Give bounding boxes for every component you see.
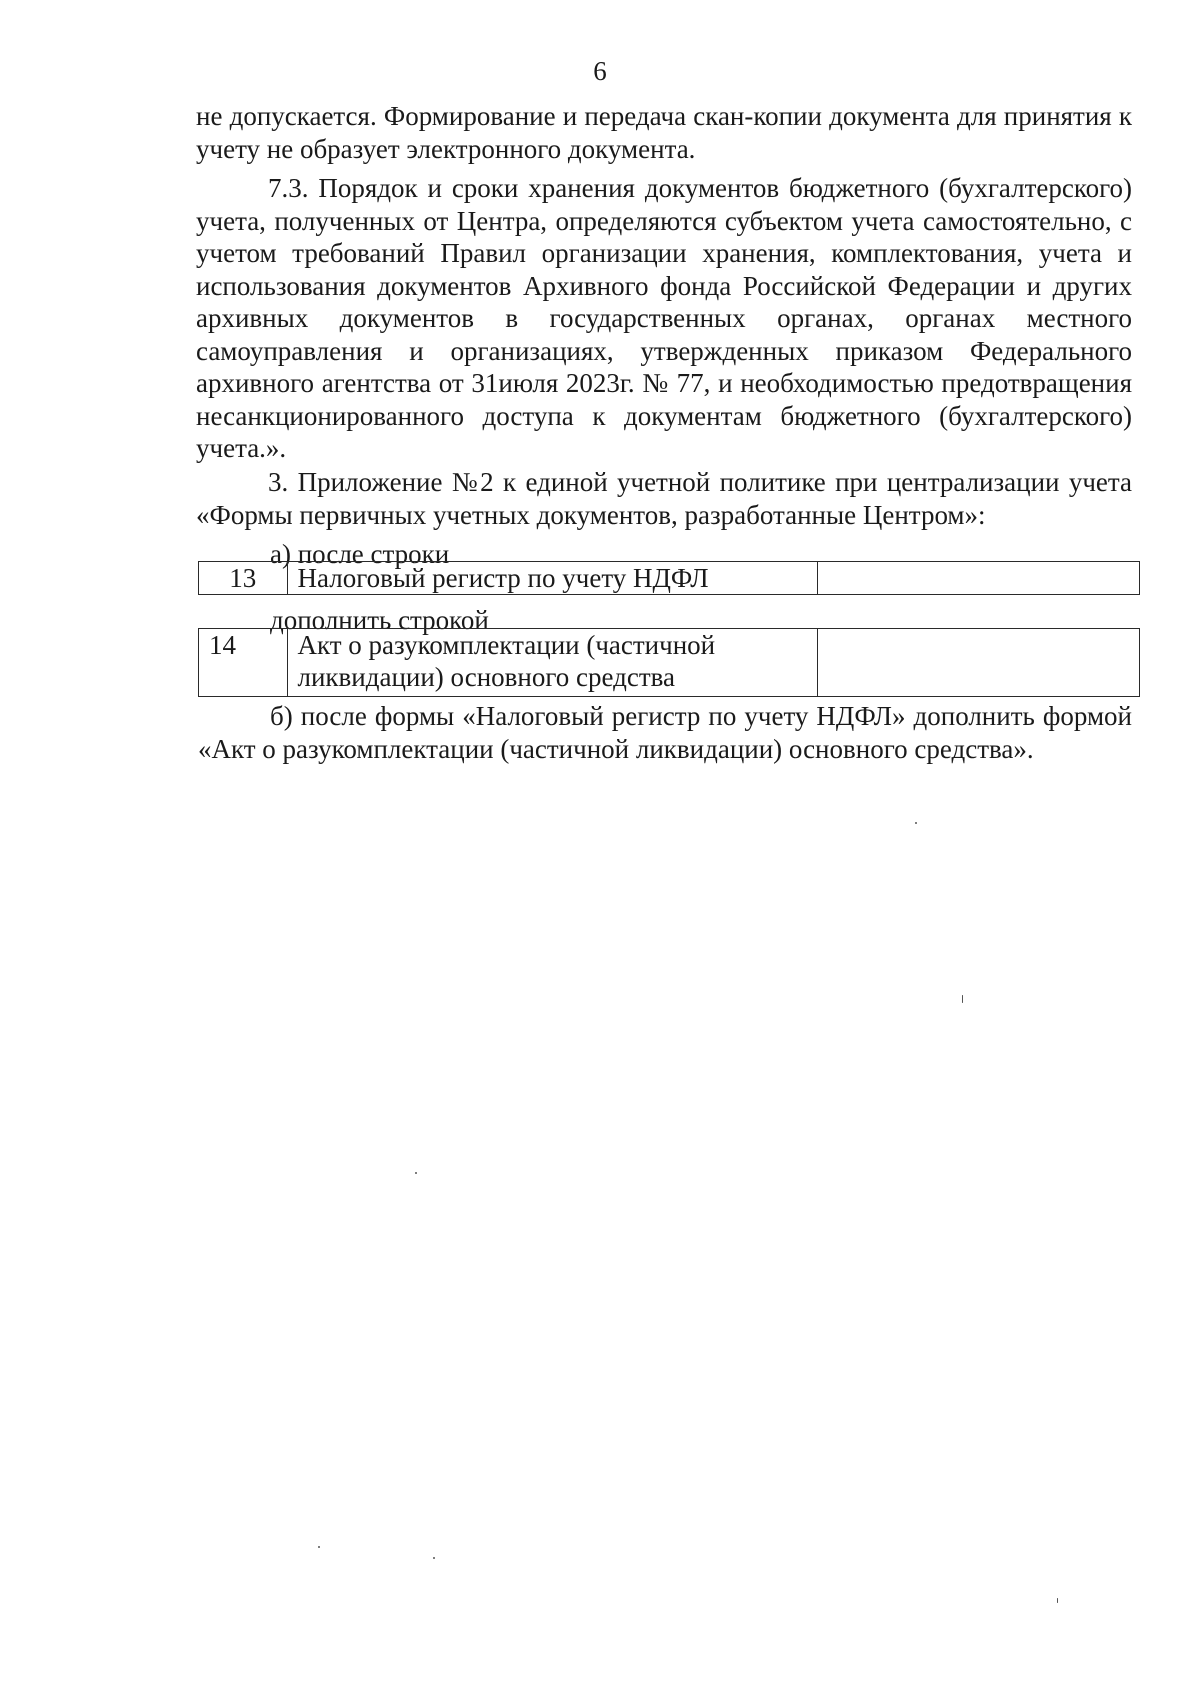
scan-speck: [415, 1172, 417, 1174]
scan-speck: [433, 1557, 435, 1559]
row-number: 13: [199, 562, 288, 595]
add-row-label: дополнить строкой: [270, 605, 489, 635]
paragraph-7-3: [196, 172, 1132, 465]
page-number: 6: [593, 56, 607, 86]
paragraph-3: [196, 466, 1132, 531]
paragraph-text: не допускается. Формирование и передача скан-копии документа для принятия к учету не образует электронного документа.: [196, 101, 1132, 164]
paragraph-text: 3. Приложение №2 к единой учетной политике при централизации учета «Формы первичных учетных документов, разработанные Центром»:: [196, 467, 1132, 530]
paragraph-text: 7.3. Порядок и сроки хранения документов бюджетного (бухгалтерского) учета, полученных от Центра, определяются субъектом учета самостоятельно, с учетом требований Правил организации хранения, комплектования, учета и использования документов Архивного фонда Российской Федерации и других архивных документов в государственных органах, органах местного самоуправления и организациях, утвержденных приказом Федерального архивного агентства от 31июля 2023г. № 77, и необходимостью предотвращения несанкционированного доступа к документам бюджетного (бухгалтерского) учета.».: [196, 173, 1132, 463]
scan-speck: [1057, 1598, 1058, 1603]
table-row: [199, 629, 1140, 697]
paragraph-continuation: [196, 100, 1132, 165]
paragraph-text: б) после формы «Налоговый регистр по учету НДФЛ» дополнить формой «Акт о разукомплектации (частичной ликвидации) основного средства».: [198, 701, 1132, 764]
subitem-a-label: а) после строки: [270, 539, 450, 569]
scan-speck: [915, 822, 917, 824]
row-form-name: Налоговый регистр по учету НДФЛ: [287, 562, 817, 595]
scan-speck: [318, 1546, 320, 1548]
subitem-b: [198, 700, 1132, 765]
row-form-name: Акт о разукомплектации (частичной ликвидации) основного средства: [287, 629, 817, 697]
table-added-row: [198, 628, 1140, 697]
table-row: [199, 562, 1140, 595]
row-empty-cell: [817, 629, 1140, 697]
row-number: 14: [199, 629, 288, 697]
scan-speck: [962, 995, 963, 1003]
table-existing-row: [198, 561, 1140, 595]
row-empty-cell: [817, 562, 1140, 595]
